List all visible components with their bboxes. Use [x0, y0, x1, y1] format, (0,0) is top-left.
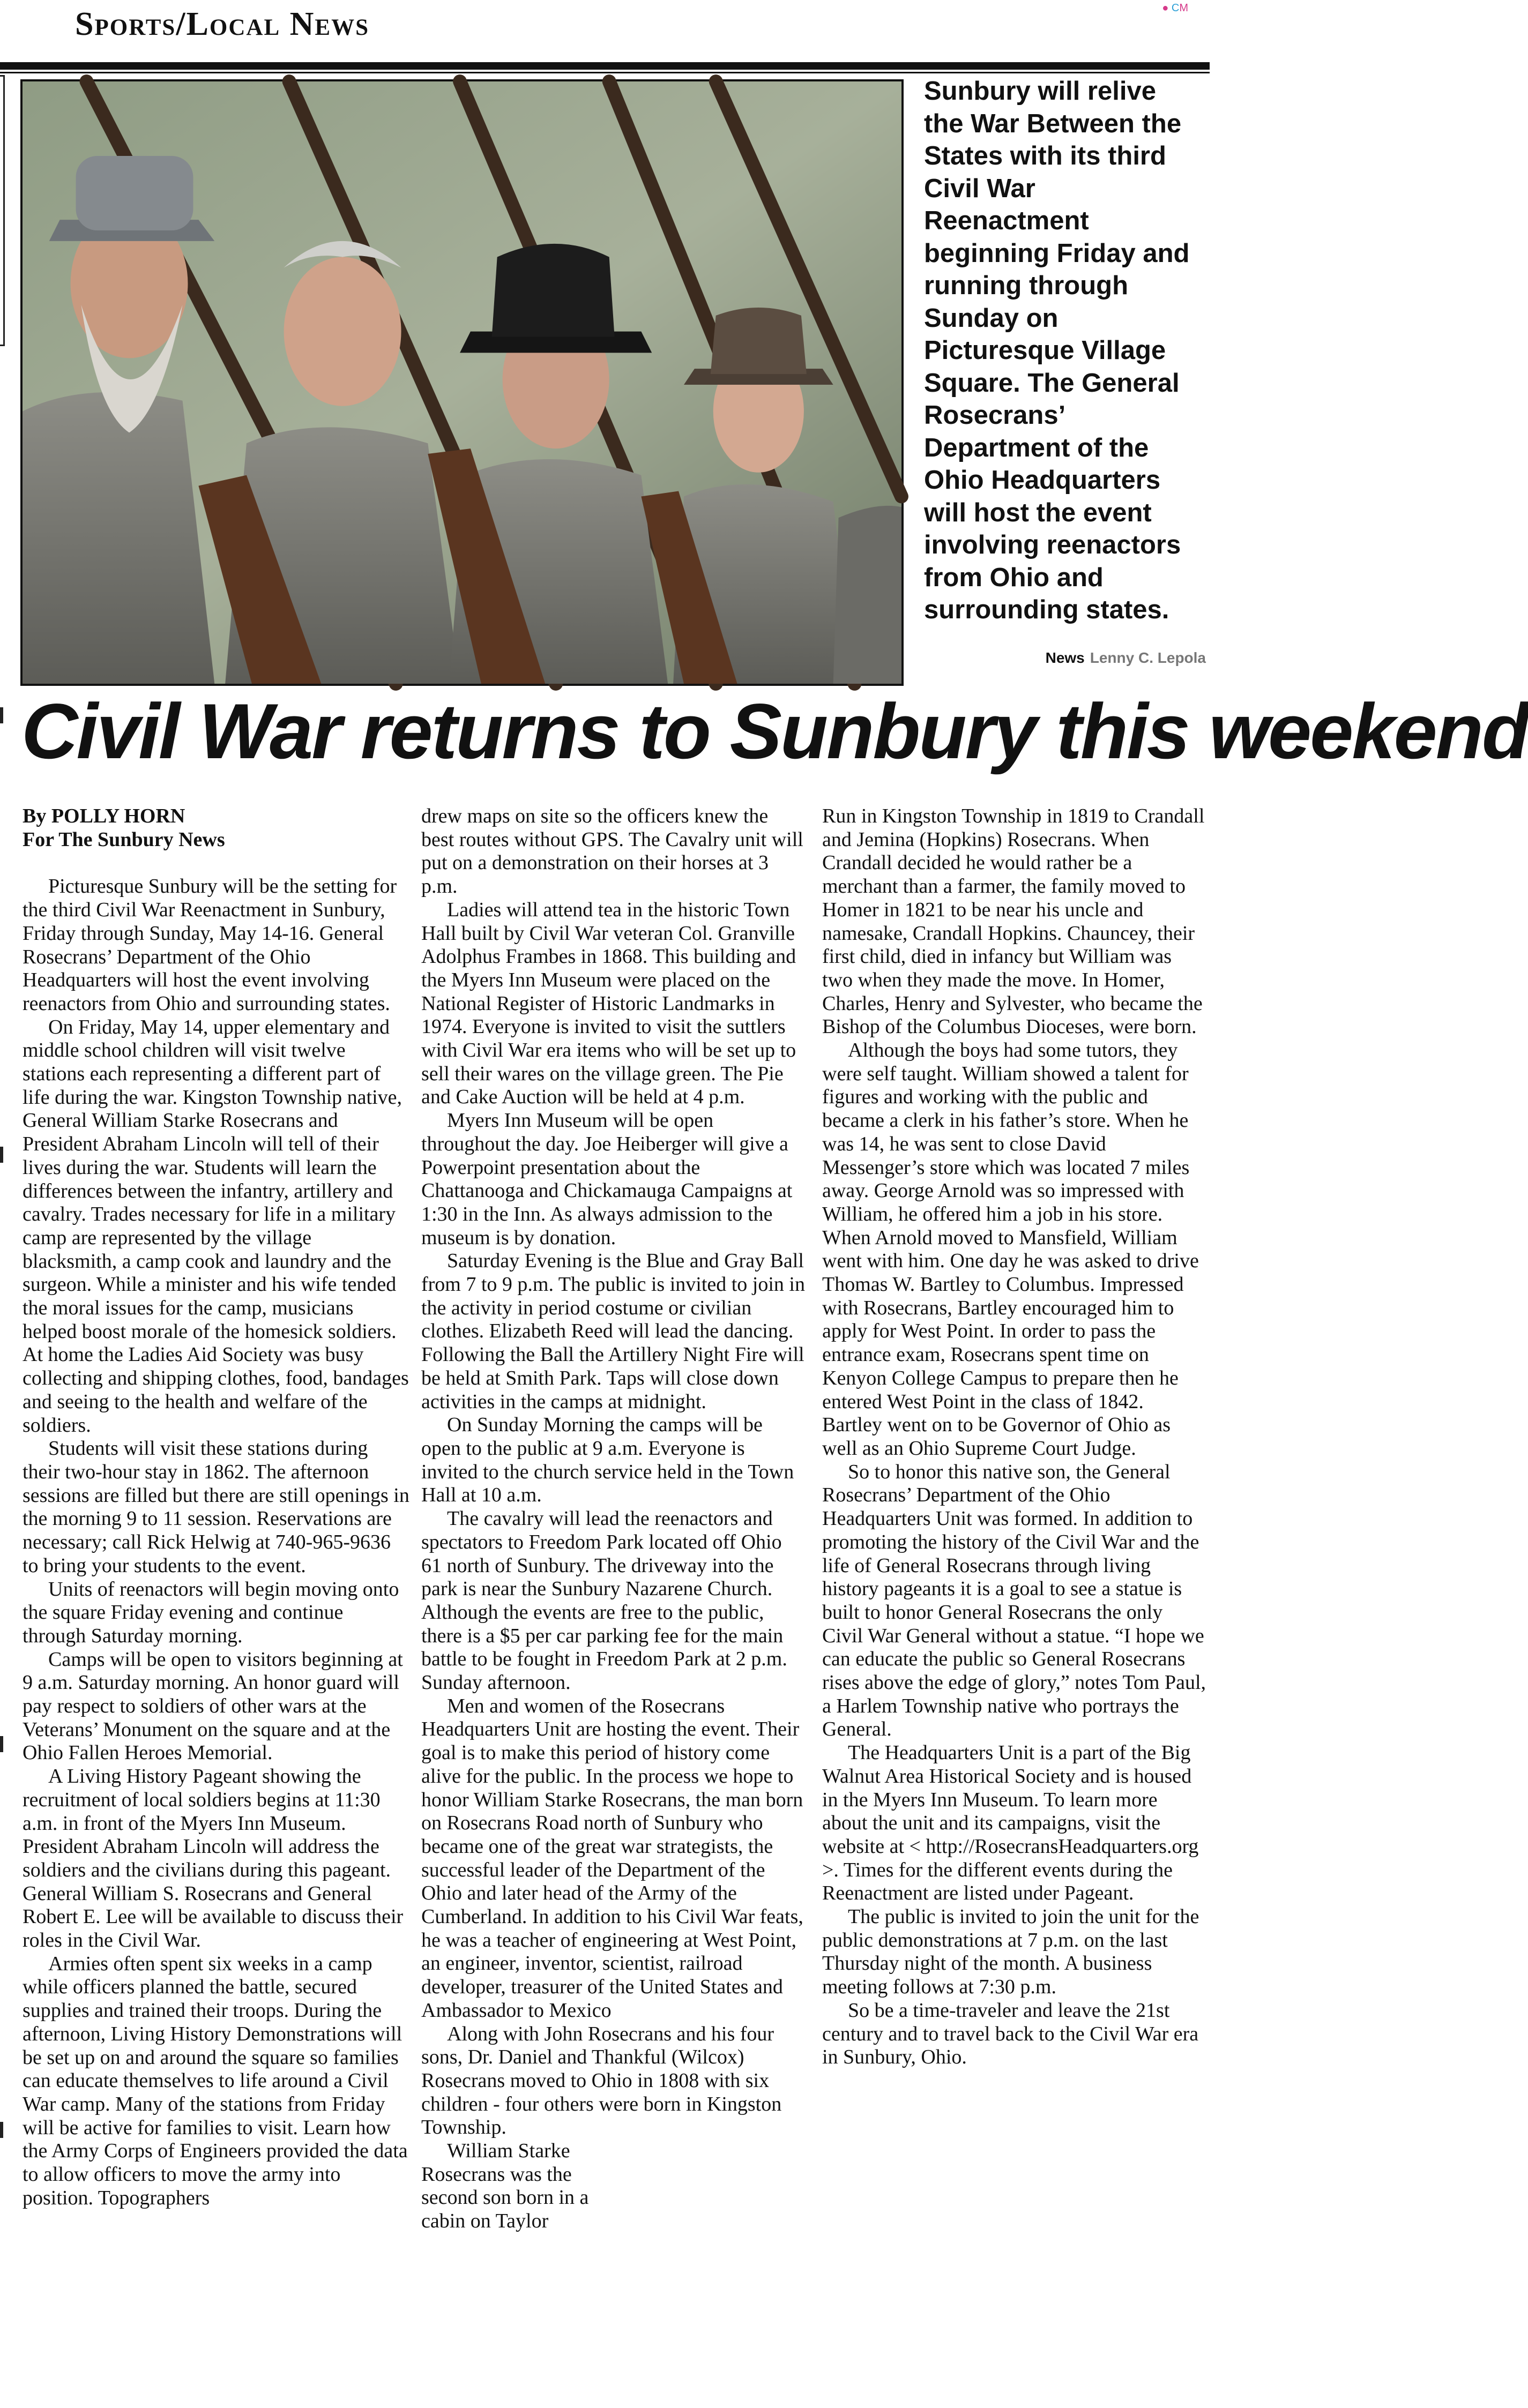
- article-headline: Civil War returns to Sunbury this weekend: [21, 687, 1528, 775]
- credit-photographer: Lenny C. Lepola: [1090, 649, 1206, 666]
- article-column-1: [23, 805, 409, 2210]
- paragraph: Men and women of the Rosecrans Headquarters Unit are hosting the event. Their goal is to make this period of history come alive for the public. In the process we hope to honor William Starke Rosecrans, the man born on Rosecrans Road north of Sunbury who became one of the great war strategists, the successful leader of the Department of the Ohio and later head of the Army of the Cumberland. In addition to his Civil War feats, he was a teacher of engineering at West Point, an engineer, inventor, scientist, railroad developer, treasurer of the United States and Ambassador to Mexico: [421, 1694, 803, 2022]
- paragraph: Although the boys had some tutors, they were self taught. William showed a talent for figures and working with the public and became a clerk in his father’s store. When he was 14, he was sent to close David Messenger’s store which was located 7 miles away. George Arnold was so impressed with William, he offered him a job in his store. When Arnold moved to Mansfield, William went with him. One day he was asked to drive Thomas W. Bartley to Columbus. Impressed with Rosecrans, Bartley encouraged him to apply for West Point. In order to pass the entrance exam, Rosecrans spent time on Kenyon College Campus to prepare then he entered West Point in the class of 1842. Bartley went on to be Governor of Ohio as well as an Ohio Supreme Court Judge.: [822, 1039, 1199, 1460]
- section-rule: [0, 62, 1210, 70]
- paragraph: So to honor this native son, the General Rosecrans’ Department of the Ohio Headquarters Unit was formed. In addition to promoting the history of the Civil War and the life of General Rosecrans through living history pageants it is a goal to see a statue is built to honor General Rosecrans the only Civil War General without a statue. “I hope we can educate the public so General Rosecrans rises above the edge of glory,” notes Tom Paul, a Harlem Township native who portrays the General.: [822, 1460, 1206, 1741]
- adjacent-page-mark: [0, 2122, 3, 2138]
- paragraph-continued: Run in Kingston Township in 1819 to Crandall and Jemina (Hopkins) Rosecrans. When Crandall decided he would rather be a merchant than a farmer, the family moved to Homer in 1821 to be near his uncle and namesake, Crandall Hopkins. Chauncey, their first child, died in infancy but William was two when they made the move. In Homer, Charles, Henry and Sylvester, who became the Bishop of the Columbus Dioceses, were born.: [822, 805, 1205, 1038]
- article-column-3: [822, 805, 1206, 2069]
- adjacent-page-edge: [0, 75, 5, 346]
- paragraph: Along with John Rosecrans and his four sons, Dr. Daniel and Thankful (Wilcox) Rosecrans moved to Ohio in 1808 with six children - four others were born in Kingston Township.: [421, 2022, 782, 2139]
- paragraph: A Living History Pageant showing the recruitment of local soldiers begins at 11:30 a.m. in front of the Myers Inn Museum. President Abraham Lincoln will address the soldiers and the civilians during this pageant. General William S. Rosecrans and General Robert E. Lee will be available to discuss their roles in the Civil War.: [23, 1765, 404, 1952]
- paragraph: So be a time-traveler and leave the 21st century and to travel back to the Civil War era in Sunbury, Ohio.: [822, 1999, 1199, 2069]
- magenta-mark: M: [1179, 2, 1188, 14]
- section-title: Sports/Local News: [75, 6, 370, 42]
- section-rule-thin: [0, 72, 1210, 73]
- adjacent-page-mark: [0, 707, 3, 723]
- adjacent-page-mark: [0, 1147, 3, 1163]
- paragraph: The Headquarters Unit is a part of the Big Walnut Area Historical Society and is housed in the Myers Inn Museum. To learn more about the unit and its campaigns, visit the website at < http://RosecransHeadquarters.org >. Times for the different events during the Reenactment are listed under Pageant.: [822, 1741, 1199, 1905]
- paragraph: The cavalry will lead the reenactors and spectators to Freedom Park located off Ohio 61 north of Sunbury. The driveway into the park is near the Sunbury Nazarene Church. Although the events are free to the public, there is a $5 per car parking fee for the main battle to be fought in Freedom Park at 2 p.m. Sunday afternoon.: [421, 1507, 787, 1694]
- paragraph: Picturesque Sunbury will be the setting for the third Civil War Reenactment in Sunbury, Friday through Sunday, May 14-16. General Rosecrans’ Department of the Ohio Headquarters will host the event involving reenactors from Ohio and surrounding states.: [23, 875, 397, 1015]
- paragraph: On Friday, May 14, upper elementary and middle school children will visit twelve stations each representing a different part of life during the war. Kingston Township native, General William Starke Rosecrans and President Abraham Lincoln will tell of their lives during the war. Students will learn the differences between the infantry, artillery and cavalry. Trades necessary for life in a military camp are represented by the village blacksmith, a camp cook and laundry and the surgeon. While a minister and his wife tended the moral issues for the camp, musicians helped boost morale of the homesick soldiers. At home the Ladies Aid Society was busy collecting and shipping clothes, food, bandages and seeing to the health and welfare of the soldiers.: [23, 1015, 409, 1437]
- paragraph: Myers Inn Museum will be open throughout the day. Joe Heiberger will give a Powerpoint presentation about the Chattanooga and Chickamauga Campaigns at 1:30 in the Inn. As always admission to the museum is by donation.: [421, 1109, 793, 1249]
- paragraph: William Starke Rosecrans was the second son born in a cabin on Taylor: [421, 2140, 589, 2233]
- paragraph: Armies often spent six weeks in a camp while officers planned the battle, secured supplies and trained their troops. During the afternoon, Living History Demonstrations will be set up on and around the square so families can educate themselves to life around a Civil War camp. Many of the stations from Friday will be active for families to visit. Learn how the Army Corps of Engineers provided the data to allow officers to move the army into position. Topographers: [23, 1952, 408, 2209]
- photo-credit: [868, 649, 1206, 667]
- paragraph-continued: drew maps on site so the officers knew the best routes without GPS. The Cavalry unit will put on a demonstration on their horses at 3 p.m.: [421, 805, 803, 898]
- byline-author: By POLLY HORN: [23, 805, 185, 827]
- paragraph: On Sunday Morning the camps will be open to the public at 9 a.m. Everyone is invited to the church service held in the Town Hall at 10 a.m.: [421, 1414, 794, 1507]
- byline-affiliation: For The Sunbury News: [23, 828, 225, 851]
- paragraph: Camps will be open to visitors beginning at 9 a.m. Saturday morning. An honor guard will pay respect to soldiers of other wars at the Veterans’ Monument on the square and at the Ohio Fallen Heroes Memorial.: [23, 1648, 403, 1764]
- adjacent-page-mark: [0, 1736, 3, 1752]
- paragraph: Saturday Evening is the Blue and Gray Ball from 7 to 9 p.m. The public is invited to join in the activity in period costume or civilian clothes. Elizabeth Reed will lead the dancing. Following the Ball the Artillery Night Fire will be held at Smith Park. Taps will close down activities in the camps at midnight.: [421, 1250, 805, 1413]
- paragraph: Units of reenactors will begin moving onto the square Friday evening and continue through Saturday morning.: [23, 1577, 399, 1647]
- article-column-2: [421, 805, 805, 2233]
- reenactors-photo: [20, 79, 904, 686]
- paragraph: Ladies will attend tea in the historic Town Hall built by Civil War veteran Col. Granville Adolphus Frambes in 1868. This building and the Myers Inn Museum were placed on the National Register of Historic Landmarks in 1974. Everyone is invited to visit the suttlers with Civil War era items who will be set up to sell their wares on the village green. The Pie and Cake Auction will be held at 4 p.m.: [421, 898, 796, 1109]
- print-registration-marks: [1162, 2, 1188, 14]
- cyan-mark: C: [1171, 2, 1180, 14]
- photo-caption-lede: Sunbury will relive the War Between the States with its third Civil War Reenactment beginning Friday and running through Sunday on Picturesque Village Square. The General Rosecrans’ Department of the Ohio Headquarters will host the event involving reenactors from Ohio and surrounding states.: [924, 77, 1190, 624]
- reenactors-photo-illustration: [23, 81, 901, 684]
- registration-dot-icon: ●: [1162, 2, 1169, 14]
- credit-publication: News: [1045, 649, 1085, 666]
- paragraph: The public is invited to join the unit for the public demonstrations at 7 p.m. on the last Thursday night of the month. A business meeting follows at 7:30 p.m.: [822, 1905, 1199, 1999]
- paragraph: Students will visit these stations during their two-hour stay in 1862. The afternoon sessions are filled but there are still openings in the morning 9 to 11 session. Reservations are necessary; call Rick Helwig at 740-965-9636 to bring your students to the event.: [23, 1437, 409, 1577]
